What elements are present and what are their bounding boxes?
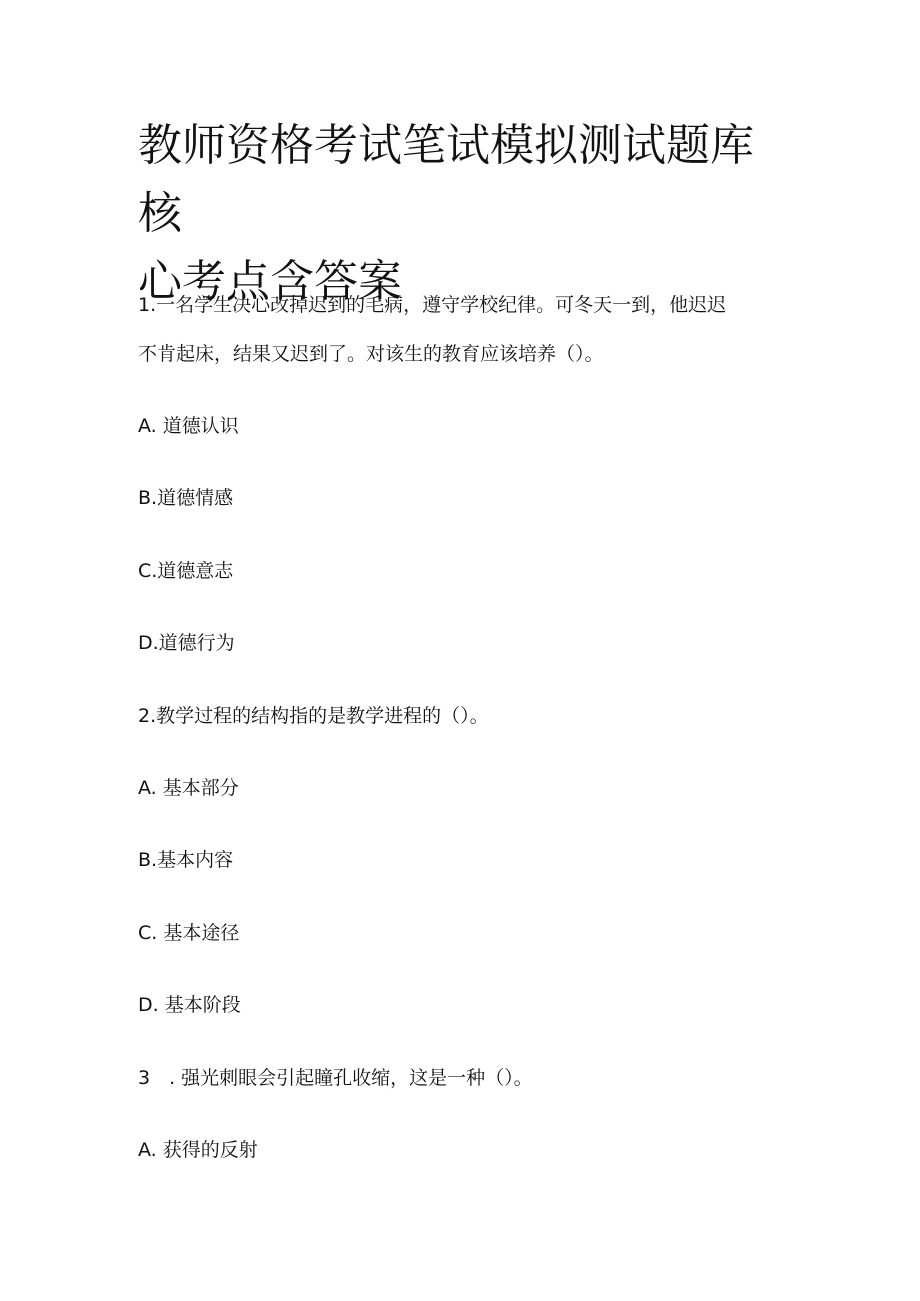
document-title <box>138 112 778 316</box>
title-line-1: 教师资格考试笔试模拟测试题库核 <box>138 120 754 239</box>
title-line-2: 心考点含答案 <box>138 256 402 307</box>
question-1-stem-line-2: 不肯起床，结果又迟到了。对该生的教育应该培养（）。 <box>138 343 604 365</box>
question-2-option-a: A. 基本部分 <box>138 777 239 799</box>
question-2-option-d: D. 基本阶段 <box>138 994 241 1016</box>
question-1-stem-line-1: 1.一名学生决心改掉迟到的毛病，遵守学校纪律。可冬天一到，他迟迟 <box>138 294 727 316</box>
question-2-stem: 2.教学过程的结构指的是教学进程的（）。 <box>138 705 489 727</box>
question-2-option-b: B.基本内容 <box>138 849 234 871</box>
question-3-option-a: A. 获得的反射 <box>138 1139 258 1161</box>
question-1-option-d: D.道德行为 <box>138 632 235 654</box>
question-2-option-c: C. 基本途径 <box>138 922 240 944</box>
question-1-option-c: C.道德意志 <box>138 560 234 582</box>
question-1-option-b: B.道德情感 <box>138 487 234 509</box>
question-1-option-a: A. 道德认识 <box>138 415 239 437</box>
question-3-stem: 3 . 强光刺眼会引起瞳孔收缩，这是一种（）。 <box>138 1067 533 1089</box>
